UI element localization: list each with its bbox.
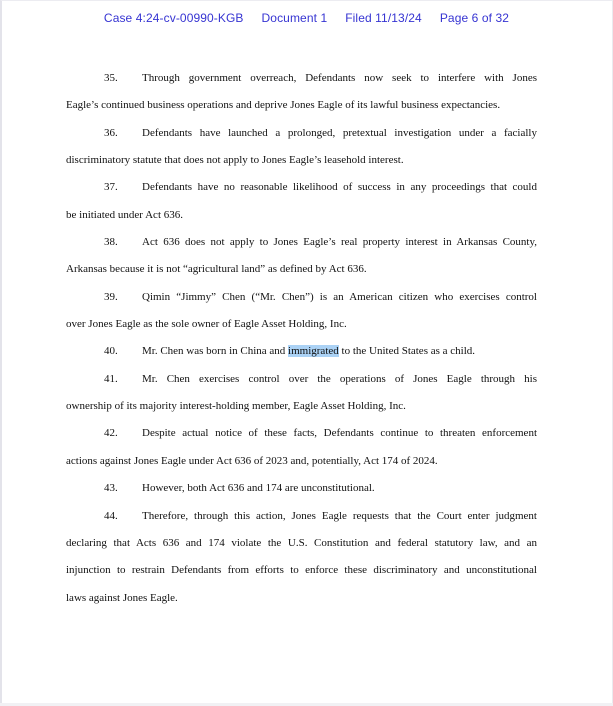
paragraph-35-line-1: 35. Through government overreach, Defendants now seek to interfere with Jones bbox=[66, 65, 537, 92]
paragraph-40-line-1: 40. Mr. Chen was born in China and immigrated to the United States as a child. bbox=[66, 338, 537, 365]
paragraph-44-line-4: laws against Jones Eagle. bbox=[66, 591, 178, 604]
paragraph-number: 42. bbox=[104, 427, 118, 440]
paragraph-38-line-1: 38. Act 636 does not apply to Jones Eagle’s real property interest in Arkansas County, bbox=[66, 229, 537, 256]
paragraph-44-line-2: declaring that Acts 636 and 174 violate the U.S. Constitution and federal statutory law, and an bbox=[66, 536, 537, 549]
paragraph-number: 39. bbox=[104, 290, 118, 303]
paragraph-number: 41. bbox=[104, 372, 118, 385]
paragraph-36-line-1: 36. Defendants have launched a prolonged, pretextual investigation under a facially bbox=[66, 120, 537, 147]
paragraph-36-line-2: discriminatory statute that does not apply to Jones Eagle’s leasehold interest. bbox=[66, 154, 404, 167]
document-number: Document 1 bbox=[261, 11, 328, 25]
page-number: Page 6 of 32 bbox=[439, 11, 510, 25]
search-highlight: immigrated bbox=[288, 345, 339, 358]
paragraph-44-line-3: injunction to restrain Defendants from efforts to enforce these discriminatory and unconstitutional bbox=[66, 564, 537, 577]
paragraph-number: 35. bbox=[104, 72, 118, 84]
paragraph-number: 38. bbox=[104, 236, 118, 249]
paragraph-39-line-2: over Jones Eagle as the sole owner of Eagle Asset Holding, Inc. bbox=[66, 318, 347, 331]
paragraph-35-line-2: Eagle’s continued business operations and deprive Jones Eagle of its lawful business expectancies. bbox=[66, 99, 501, 112]
paragraph-number: 44. bbox=[104, 509, 118, 522]
paragraph-42-line-2: actions against Jones Eagle under Act 636 of 2023 and, potentially, Act 174 of 2024. bbox=[66, 454, 438, 467]
paragraph-number: 43. bbox=[104, 482, 118, 495]
paragraph-number: 40. bbox=[104, 345, 118, 358]
paragraph-41-line-2: ownership of its majority interest-holding member, Eagle Asset Holding, Inc. bbox=[66, 400, 406, 413]
paragraph-38-line-2: Arkansas because it is not “agricultural land” as defined by Act 636. bbox=[66, 263, 367, 276]
paragraph-number: 37. bbox=[104, 181, 118, 194]
paragraph-44-line-1: 44. Therefore, through this action, Jones Eagle requests that the Court enter judgment bbox=[66, 503, 537, 530]
paragraph-37-line-1: 37. Defendants have no reasonable likelihood of success in any proceedings that could bbox=[66, 174, 537, 201]
text-block bbox=[66, 65, 537, 612]
case-stamp-header bbox=[0, 11, 613, 25]
paragraph-39-line-1: 39. Qimin “Jimmy” Chen (“Mr. Chen”) is an American citizen who exercises control bbox=[66, 284, 537, 311]
case-number: Case 4:24-cv-00990-KGB bbox=[103, 11, 244, 25]
paragraph-number: 36. bbox=[104, 126, 118, 139]
filed-date: Filed 11/13/24 bbox=[345, 11, 422, 25]
paragraph-42-line-1: 42. Despite actual notice of these facts, Defendants continue to threaten enforcement bbox=[66, 420, 537, 447]
paragraph-43-line-1: 43. However, both Act 636 and 174 are unconstitutional. bbox=[66, 475, 537, 502]
paragraph-37-line-2: be initiated under Act 636. bbox=[66, 208, 183, 221]
paragraph-41-line-1: 41. Mr. Chen exercises control over the operations of Jones Eagle through his bbox=[66, 366, 537, 393]
